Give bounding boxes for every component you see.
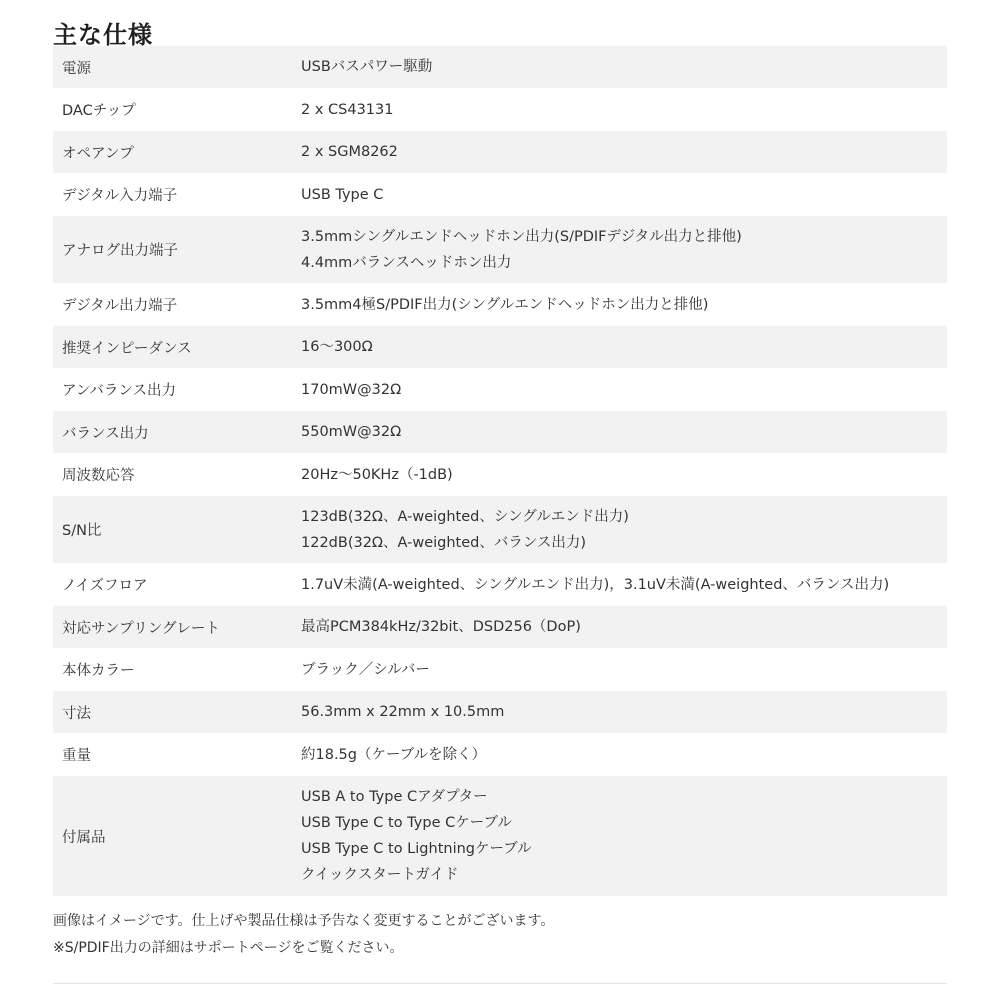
spec-value: 4.4mmバランスヘッドホン出力: [301, 254, 512, 271]
spec-row: [53, 411, 947, 453]
spec-values: [301, 462, 947, 488]
spec-value: 170mW@32Ω: [301, 381, 402, 398]
bottom-divider: [53, 983, 947, 984]
spec-row: [53, 776, 947, 896]
notes: [53, 908, 947, 962]
spec-row: [53, 88, 947, 131]
spec-values: [301, 334, 947, 360]
spec-values: [301, 742, 947, 768]
page-title: 主な仕様: [53, 21, 153, 49]
spec-value: 3.5mm4極S/PDIF出力(シングルエンドヘッドホン出力と排他): [301, 296, 709, 313]
spec-value: 16～300Ω: [301, 339, 373, 355]
spec-value: 最高PCM384kHz/32bit、DSD256（DoP): [301, 619, 581, 635]
spec-row: [53, 496, 947, 563]
spec-row: [53, 283, 947, 326]
spec-value: 2 x SGM8262: [301, 144, 398, 160]
spec-label: 重量: [62, 748, 91, 764]
spec-values: [301, 614, 947, 640]
spec-label: 周波数応答: [62, 468, 135, 484]
spec-values: [301, 54, 947, 80]
spec-value: クイックスタートガイド: [301, 867, 459, 883]
spec-row: [53, 648, 947, 691]
spec-row: [53, 173, 947, 216]
spec-row: [53, 733, 947, 776]
note-text: ※S/PDIF出力の詳細はサポートページをご覧ください。: [53, 940, 404, 956]
note-text: 画像はイメージです。仕上げや製品仕様は予告なく変更することがございます。: [53, 913, 555, 929]
spec-label: バランス出力: [62, 425, 149, 442]
spec-label: 付属品: [62, 829, 106, 846]
spec-values: [301, 224, 947, 276]
spec-row: [53, 606, 947, 648]
spec-row: [53, 131, 947, 173]
spec-value: 約18.5g（ケーブルを除く）: [301, 746, 487, 763]
spec-row: [53, 453, 947, 496]
spec-row: [53, 326, 947, 368]
spec-label: アンバランス出力: [62, 383, 176, 399]
spec-values: [301, 182, 947, 208]
spec-row: [53, 368, 947, 411]
spec-value: 1.7uV未満(A-weighted、シングルエンド出力)，3.1uV未満(A-weighted、バランス出力): [301, 576, 890, 593]
spec-table: [53, 46, 947, 896]
spec-value: 122dB(32Ω、A-weighted、バランス出力): [301, 534, 587, 551]
spec-values: [301, 419, 947, 445]
spec-value: 20Hz～50KHz（-1dB): [301, 466, 453, 483]
spec-value: 123dB(32Ω、A-weighted、シングルエンド出力): [301, 508, 629, 525]
spec-page: [53, 0, 947, 962]
spec-value: 2 x CS43131: [301, 101, 394, 118]
spec-label: アナログ出力端子: [62, 243, 178, 259]
spec-values: [301, 139, 947, 165]
spec-value: ブラック／シルバー: [301, 661, 430, 678]
spec-value: 3.5mmシングルエンドヘッドホン出力(S/PDIFデジタル出力と排他): [301, 228, 742, 245]
spec-label: 寸法: [62, 705, 91, 722]
spec-values: [301, 292, 947, 318]
spec-values: [301, 377, 947, 403]
spec-value: USB A to Type Cアダプター: [301, 789, 488, 805]
spec-row: [53, 563, 947, 606]
spec-label: ノイズフロア: [62, 578, 148, 594]
spec-row: [53, 216, 947, 283]
spec-values: [301, 699, 947, 725]
spec-value: 550mW@32Ω: [301, 424, 402, 440]
spec-label: 電源: [62, 60, 91, 77]
spec-value: USB Type C: [301, 186, 384, 203]
spec-value: 56.3mm x 22mm x 10.5mm: [301, 704, 505, 720]
spec-values: [301, 657, 947, 683]
spec-row: [53, 691, 947, 733]
spec-value: USB Type C to Lightningケーブル: [301, 841, 532, 857]
spec-label: S/N比: [62, 523, 102, 539]
spec-label: デジタル出力端子: [62, 298, 178, 314]
spec-value: USB Type C to Type Cケーブル: [301, 815, 512, 831]
spec-label: 本体カラー: [62, 663, 135, 679]
spec-values: [301, 784, 947, 888]
spec-value: USBバスパワー駆動: [301, 59, 433, 75]
spec-label: オペアンプ: [62, 145, 134, 162]
spec-label: DACチップ: [62, 103, 136, 119]
spec-values: [301, 504, 947, 556]
spec-values: [301, 572, 947, 598]
spec-values: [301, 97, 947, 123]
spec-label: 推奨インピーダンス: [62, 340, 192, 357]
spec-label: デジタル入力端子: [62, 188, 178, 204]
spec-row: [53, 46, 947, 88]
spec-label: 対応サンプリングレート: [62, 620, 220, 637]
